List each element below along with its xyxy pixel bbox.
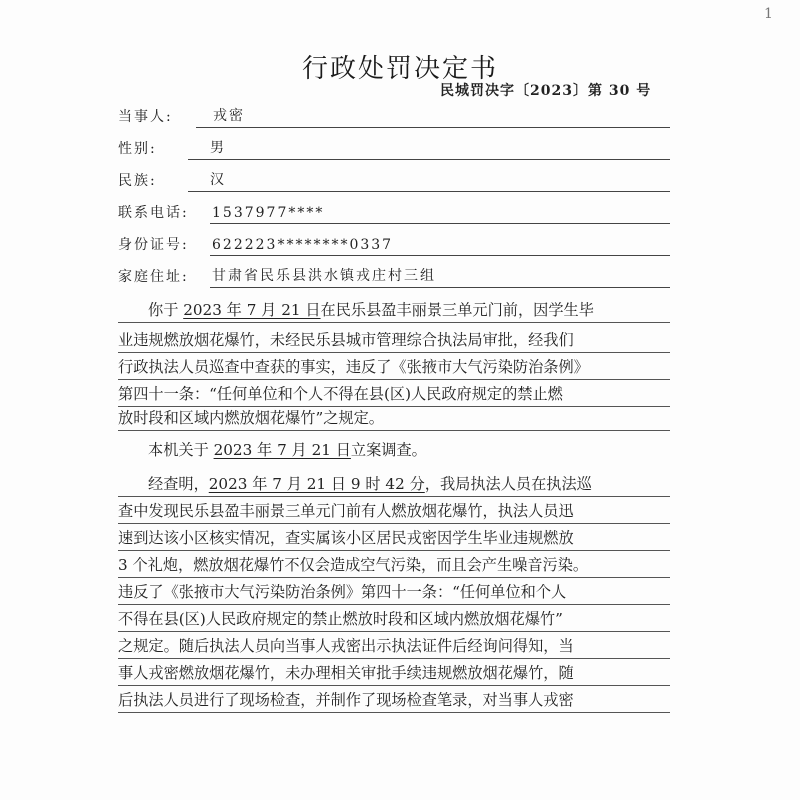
field-party-label: 当事人: — [118, 109, 173, 125]
document-number: 民城罚决字〔2023〕第 30 号 — [440, 83, 652, 99]
document-title: 行政处罚决定书 — [301, 54, 498, 84]
para3-line-1-rest: ，我局执法人员在执法巡 — [424, 475, 592, 493]
field-ethnicity-label: 民族: — [118, 173, 157, 189]
page-edge-mark: 1 — [764, 6, 773, 22]
field-phone-label: 联系电话: — [118, 205, 189, 221]
para3-line-3: 速到达该小区核实情况，查实属该小区居民戎密因学生毕业违规燃放 — [118, 526, 670, 551]
para3-line-1 — [118, 472, 670, 497]
field-id-number-value: 622223********0337 — [212, 237, 394, 253]
para1-line-4: 第四十一条：“任何单位和个人不得在县(区)人民政府规定的禁止燃 — [118, 382, 670, 407]
para2-line-1 — [118, 438, 670, 462]
field-phone-value: 1537977**** — [212, 205, 325, 221]
field-party-value: 戎密 — [213, 108, 245, 124]
para3-datetime: 2023 年 7 月 21 日 9 时 42 分 — [208, 475, 425, 493]
field-party — [118, 106, 670, 128]
field-party-underline — [196, 127, 670, 128]
para1-line-1-lead: 你于 — [148, 301, 184, 319]
field-gender — [118, 138, 670, 160]
field-address-underline — [210, 287, 670, 288]
field-id-number — [118, 234, 670, 256]
para3-line-1-lead: 经查明， — [148, 475, 209, 493]
field-address-value: 甘肃省民乐县洪水镇戎庄村三组 — [212, 268, 436, 284]
field-address — [118, 266, 670, 288]
field-phone-underline — [210, 223, 670, 224]
field-ethnicity — [118, 170, 670, 192]
para1-date: 2023 年 7 月 21 日 — [183, 301, 321, 319]
para3-line-2: 查中发现民乐县盈丰丽景三单元门前有人燃放烟花爆竹，执法人员迅 — [118, 499, 670, 524]
para2-rest: 立案调查。 — [350, 441, 427, 459]
field-id-number-label: 身份证号: — [118, 237, 189, 253]
para3-line-4: 3 个礼炮，燃放烟花爆竹不仅会造成空气污染，而且会产生噪音污染。 — [118, 553, 670, 578]
field-ethnicity-underline — [188, 191, 670, 192]
field-gender-value: 男 — [210, 140, 226, 156]
field-address-label: 家庭住址: — [118, 269, 189, 285]
para3-line-6: 不得在县(区)人民政府规定的禁止燃放时段和区域内燃放烟花爆竹” — [118, 607, 670, 632]
para2-lead: 本机关于 — [148, 441, 214, 459]
para3-line-5: 违反了《张掖市大气污染防治条例》第四十一条：“任何单位和个人 — [118, 580, 670, 605]
para1-line-5: 放时段和区域内燃放烟花爆竹”之规定。 — [118, 406, 670, 431]
para3-line-8: 事人戎密燃放烟花爆竹，未办理相关审批手续违规燃放烟花爆竹，随 — [118, 661, 670, 686]
para1-line-3: 行政执法人员巡查中查获的事实，违反了《张掖市大气污染防治条例》 — [118, 355, 670, 380]
para1-line-1 — [118, 298, 670, 323]
para1-line-2: 业违规燃放烟花爆竹，未经民乐县城市管理综合执法局审批，经我们 — [118, 328, 670, 353]
field-ethnicity-value: 汉 — [210, 172, 226, 188]
field-gender-label: 性别: — [118, 141, 157, 157]
para1-line-1-rest: 在民乐县盈丰丽景三单元门前，因学生毕 — [320, 301, 594, 319]
field-gender-underline — [188, 159, 670, 160]
para2-date: 2023 年 7 月 21 日 — [213, 441, 351, 459]
field-id-number-underline — [210, 255, 670, 256]
para3-line-7: 之规定。随后执法人员向当事人戎密出示执法证件后经询问得知，当 — [118, 634, 670, 659]
para3-line-9: 后执法人员进行了现场检查，并制作了现场检查笔录，对当事人戎密 — [118, 688, 670, 713]
field-phone — [118, 202, 670, 224]
